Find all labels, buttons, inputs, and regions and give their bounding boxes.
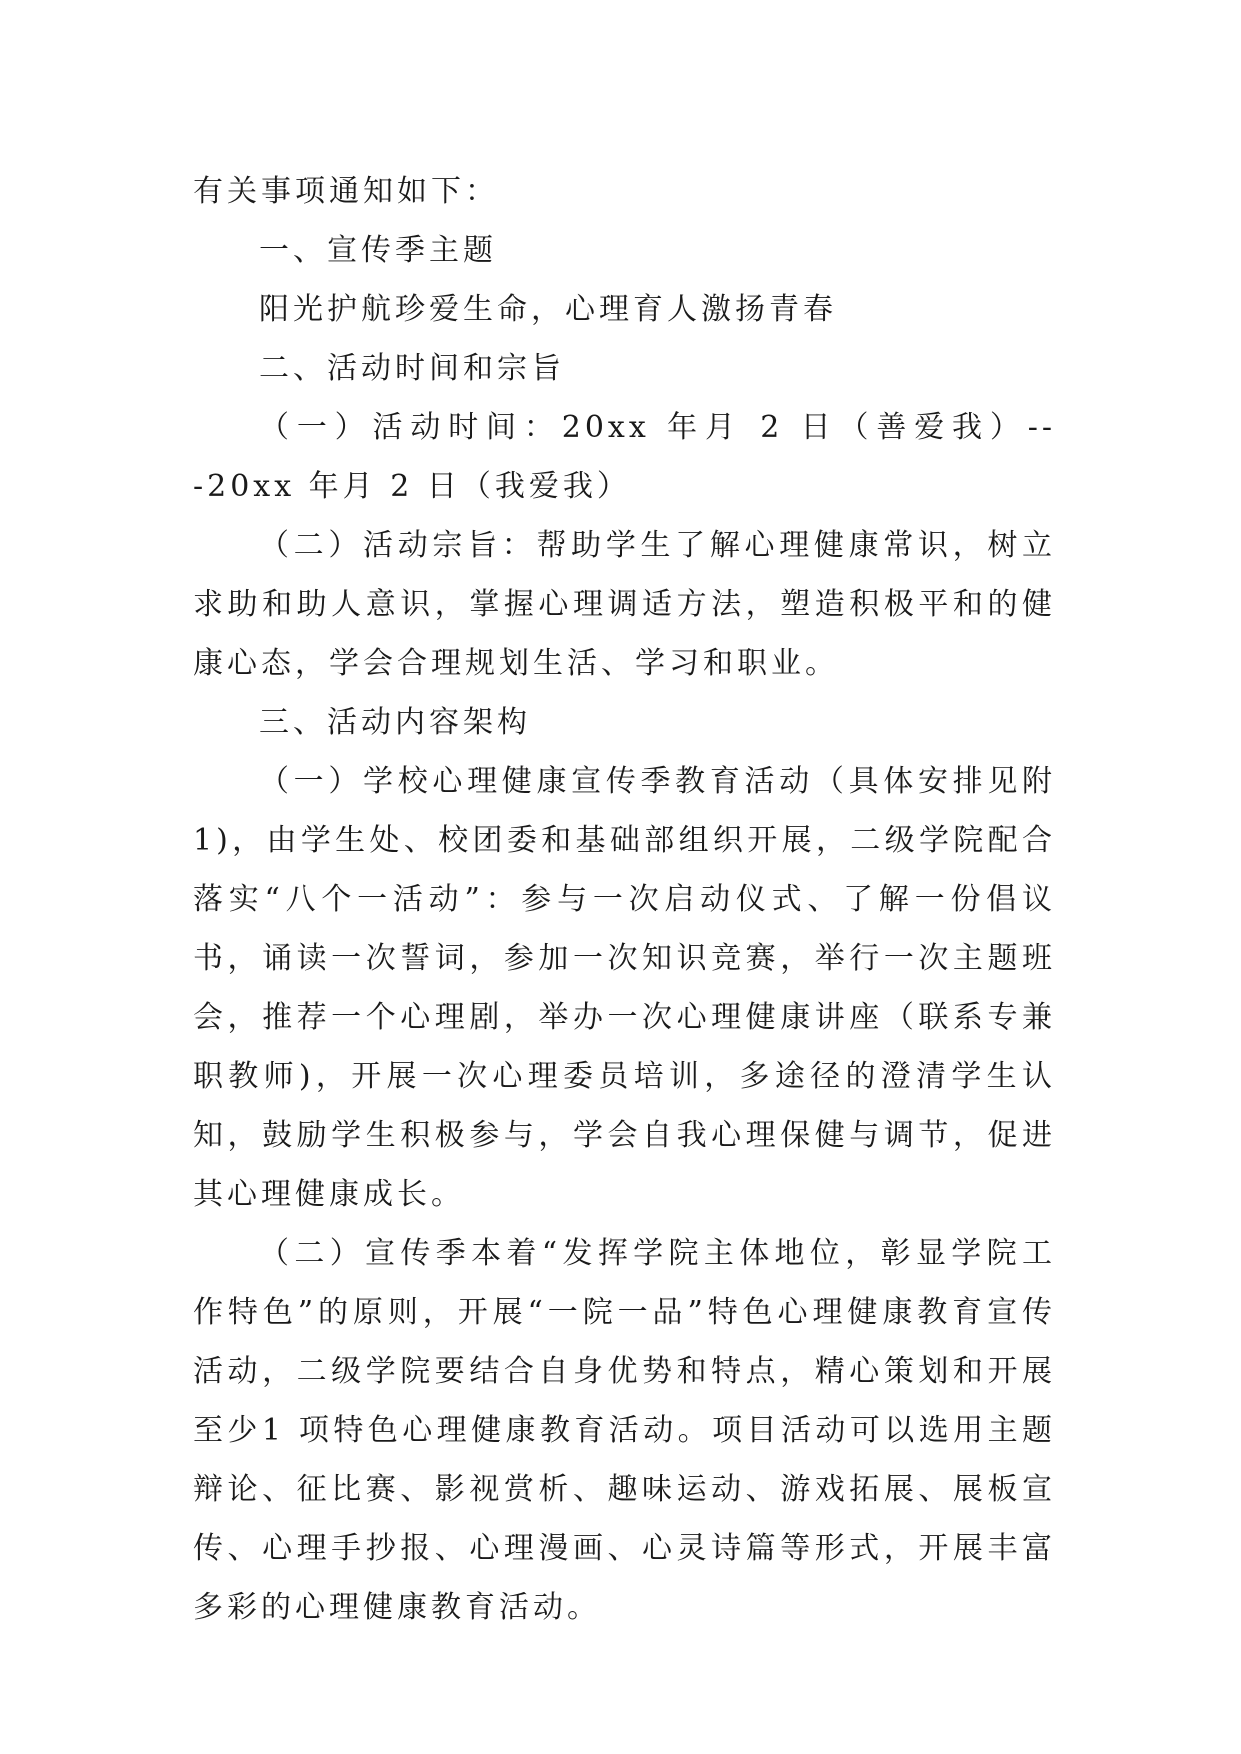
content-1-paragraph: （一）学校心理健康宣传季教育活动（具体安排见附1)，由学生处、校团委和基础部组织开展，二级学院配合落实“八个一活动”：参与一次启动仪式、了解一份倡议书，诵读一次誓词，参加一次知识竞赛，举行一次主题班会，推荐一个心理剧，举办一次心理健康讲座（联系专兼职教师)，开展一次心理委员培训，多途径的澄清学生认知，鼓励学生积极参与，学会自我心理保健与调节，促进其心理健康成长。 — [193, 764, 1056, 1212]
intro-paragraph: 有关事项通知如下： — [193, 174, 499, 209]
document-body — [193, 162, 1056, 1637]
section-1-heading: 一、宣传季主题 — [259, 233, 497, 268]
theme-paragraph: 阳光护航珍爱生命，心理育人激扬青春 — [259, 292, 837, 327]
section-2-heading: 二、活动时间和宗旨 — [259, 351, 565, 386]
section-3-heading: 三、活动内容架构 — [259, 705, 531, 740]
activity-time-paragraph: （一）活动时间：20xx 年月 2 日（善爱我）---20xx 年月 2 日（我爱我） — [193, 410, 1056, 504]
content-2-paragraph: （二）宣传季本着“发挥学院主体地位，彰显学院工作特色”的原则，开展“一院一品”特色心理健康教育宣传活动，二级学院要结合自身优势和特点，精心策划和开展至少1 项特色心理健康教育活动。项目活动可以选用主题辩论、征比赛、影视赏析、趣味运动、游戏拓展、展板宣传、心理手抄报、心理漫画、心灵诗篇等形式，开展丰富多彩的心理健康教育活动。 — [193, 1236, 1056, 1625]
activity-purpose-paragraph: （二）活动宗旨：帮助学生了解心理健康常识，树立求助和助人意识，掌握心理调适方法，塑造积极平和的健康心态，学会合理规划生活、学习和职业。 — [193, 528, 1056, 681]
